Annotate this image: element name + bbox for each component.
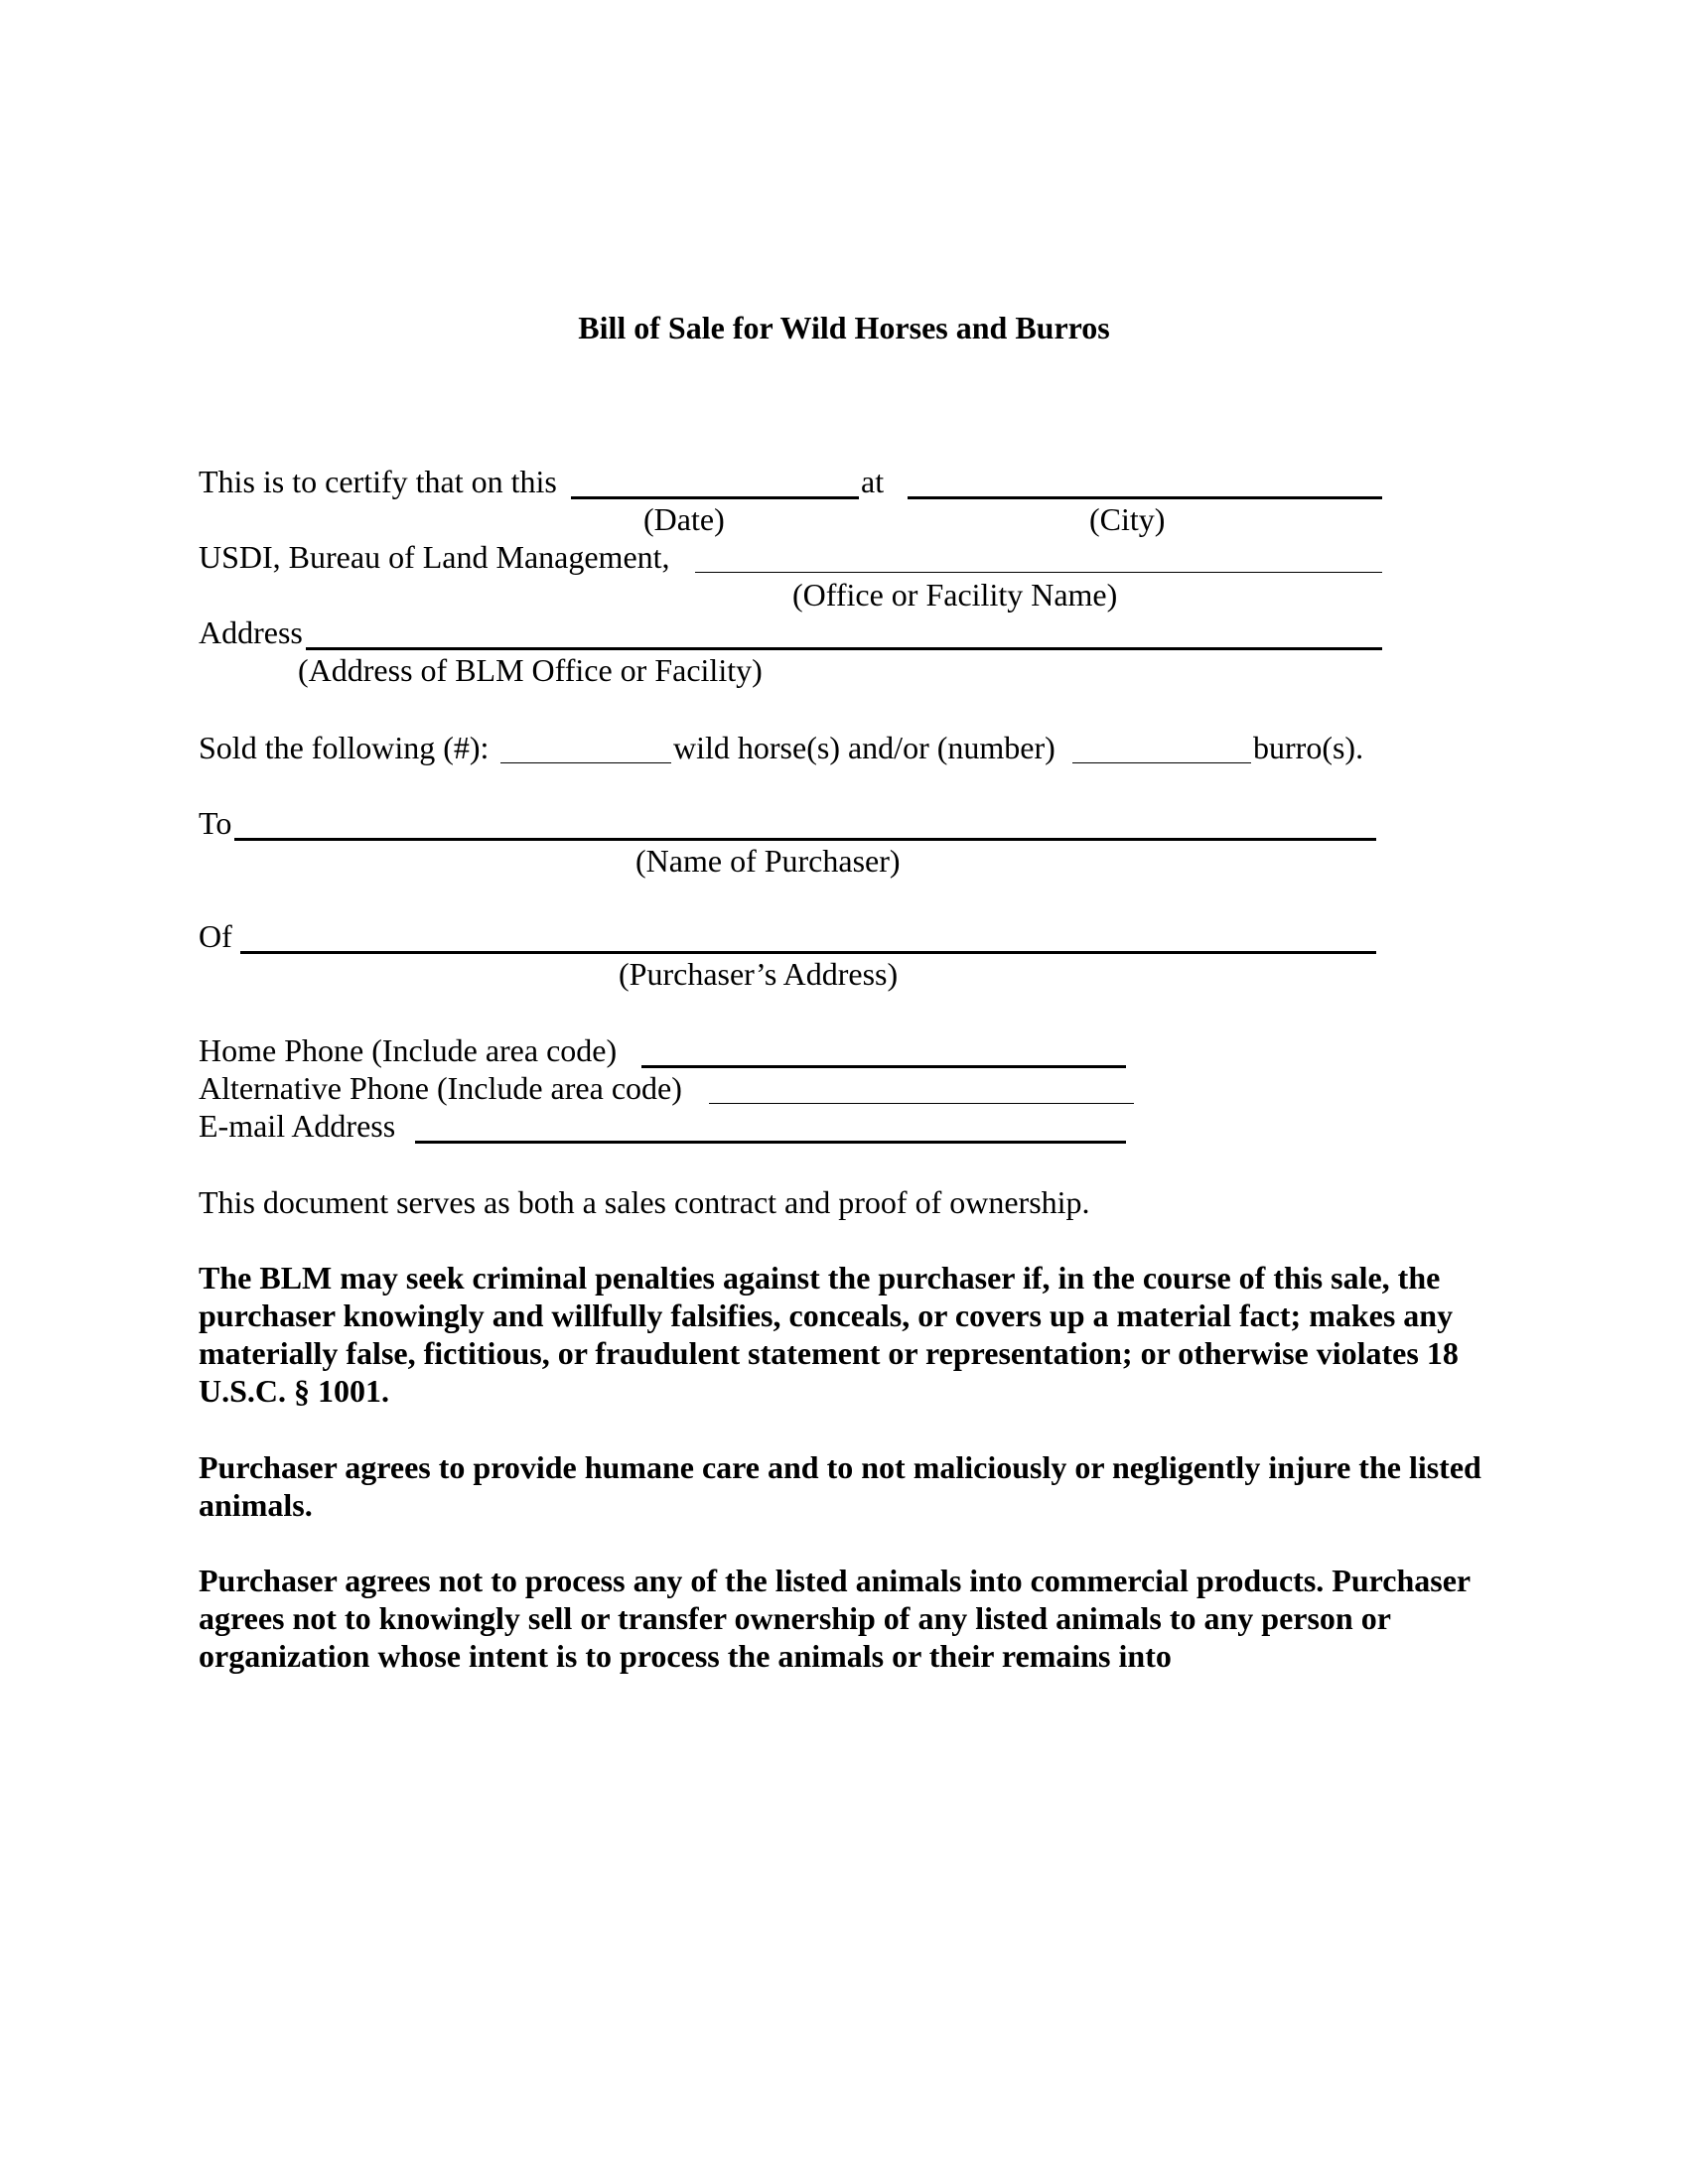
burro-count-field[interactable] (1072, 762, 1251, 763)
city-field[interactable] (908, 496, 1382, 499)
alt-phone-label: Alternative Phone (Include area code) (199, 1070, 682, 1106)
alt-phone-field[interactable] (709, 1103, 1134, 1104)
office-caption: (Office or Facility Name) (792, 577, 1118, 613)
email-field[interactable] (415, 1141, 1126, 1144)
date-caption: (Date) (643, 501, 725, 537)
purchaser-address-field[interactable] (240, 951, 1376, 954)
document-title: Bill of Sale for Wild Horses and Burros (578, 310, 1110, 345)
sold-middle-label: wild horse(s) and/or (number) (673, 730, 1055, 765)
address-field[interactable] (306, 647, 1382, 650)
commercial-paragraph: Purchaser agrees not to process any of the listed animals into commercial products. Purchaser agrees not to knowingly sell or transfer ownership of any listed animals to any person or organization whose intent is to process the animals or their remains into (199, 1563, 1471, 1674)
certify-label: This is to certify that on this (199, 464, 557, 499)
to-label: To (199, 805, 232, 841)
purchaser-name-caption: (Name of Purchaser) (635, 843, 901, 879)
sold-label: Sold the following (#): (199, 730, 490, 765)
ownership-statement: This document serves as both a sales contract and proof of ownership. (199, 1184, 1090, 1220)
address-caption: (Address of BLM Office or Facility) (298, 652, 763, 688)
at-label: at (861, 464, 885, 499)
care-paragraph: Purchaser agrees to provide humane care and to not maliciously or negligently injure the listed animals. (199, 1449, 1481, 1523)
office-label: USDI, Bureau of Land Management, (199, 539, 670, 575)
home-phone-label: Home Phone (Include area code) (199, 1032, 618, 1068)
email-label: E-mail Address (199, 1108, 396, 1144)
address-label: Address (199, 614, 303, 650)
office-field[interactable] (695, 572, 1382, 573)
horse-count-field[interactable] (500, 762, 671, 763)
date-field[interactable] (571, 496, 859, 499)
penalty-paragraph: The BLM may seek criminal penalties against the purchaser if, in the course of this sale, the purchaser knowingly and willfully falsifies, conceals, or covers up a material fact; makes any materially false, fictitious, or fraudulent statement or representation; or otherwise violates 18 U.S.C. § 1001. (199, 1260, 1459, 1409)
sold-suffix-label: burro(s). (1253, 730, 1364, 765)
home-phone-field[interactable] (641, 1065, 1126, 1068)
city-caption: (City) (1089, 501, 1166, 537)
purchaser-name-field[interactable] (234, 838, 1376, 841)
purchaser-address-caption: (Purchaser’s Address) (619, 956, 899, 992)
of-label: Of (199, 918, 232, 954)
